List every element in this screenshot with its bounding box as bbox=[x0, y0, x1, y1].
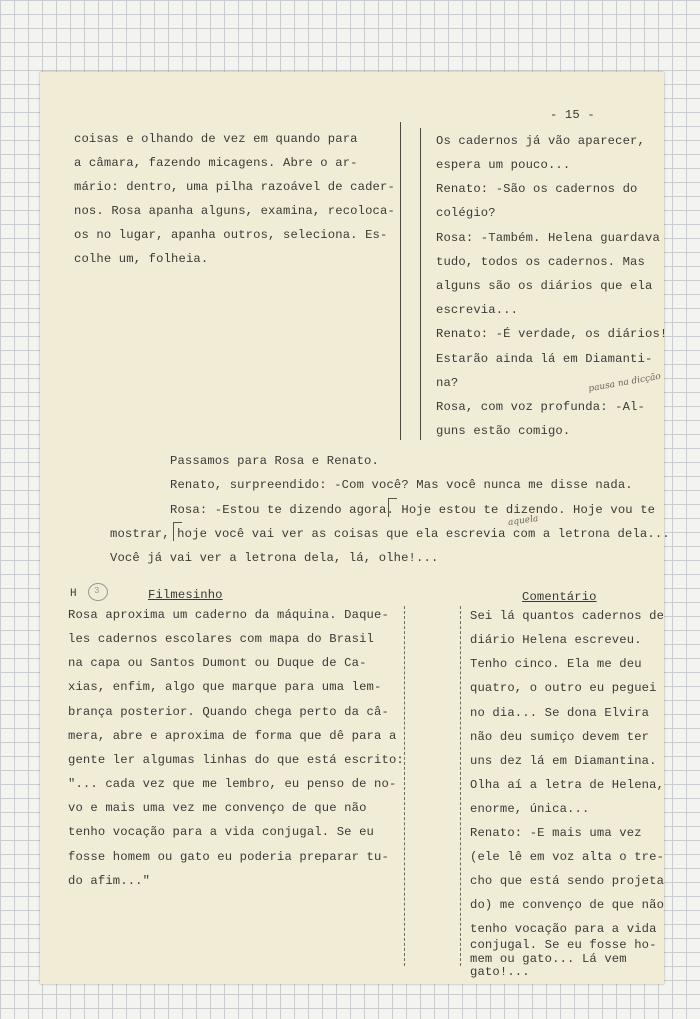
top-right-line: espera um pouco... bbox=[436, 158, 571, 172]
top-right-line: Rosa, com voz profunda: -Al- bbox=[436, 400, 645, 414]
top-right-line: Rosa: -Também. Helena guardava bbox=[436, 231, 660, 245]
bottom-left-line: vo e mais uma vez me convenço de que não bbox=[68, 801, 367, 815]
top-right-line: Os cadernos já vão aparecer, bbox=[436, 134, 645, 148]
bottom-left-line: brança posterior. Quando chega perto da câ- bbox=[68, 705, 389, 719]
top-left-line: a câmara, fazendo micagens. Abre o ar- bbox=[74, 156, 358, 170]
editing-bracket bbox=[173, 522, 182, 541]
page-number: - 15 - bbox=[550, 108, 595, 122]
bottom-left-line: xias, enfim, algo que marque para uma lem- bbox=[68, 680, 382, 694]
bottom-right-line: não deu sumiço devem ter bbox=[470, 730, 650, 744]
bottom-left-line: fosse homem ou gato eu poderia preparar tu- bbox=[68, 850, 389, 864]
bottom-right-line: enorme, única... bbox=[470, 802, 590, 816]
bottom-right-line: Olha aí a letra de Helena, bbox=[470, 778, 665, 792]
handwritten-note-top: pausa na dicção bbox=[587, 371, 662, 395]
bottom-right-line: Renato: -E mais uma vez bbox=[470, 826, 642, 840]
top-right-line: Renato: -São os cadernos do bbox=[436, 182, 638, 196]
top-left-line: os no lugar, apanha outros, seleciona. Es- bbox=[74, 228, 388, 242]
top-right-line: alguns são os diários que ela bbox=[436, 279, 653, 293]
bottom-right-line: tenho vocação para a vida bbox=[470, 922, 657, 936]
bottom-left-line: gente ler algumas linhas do que está escrito: bbox=[68, 753, 404, 767]
bottom-right-line: cho que está sendo projeta bbox=[470, 874, 665, 888]
bottom-right-line: Sei lá quantos cadernos de bbox=[470, 609, 665, 623]
circled-number-text: 3 bbox=[94, 586, 100, 596]
middle-line: Passamos para Rosa e Renato. bbox=[170, 454, 379, 468]
top-right-line: guns estão comigo. bbox=[436, 424, 571, 438]
scene-marker: H bbox=[70, 588, 77, 600]
top-left-line: mário: dentro, uma pilha razoável de cader- bbox=[74, 180, 395, 194]
middle-line: Você já vai ver a letrona dela, lá, olhe!... bbox=[110, 551, 439, 565]
bottom-right-line: do) me convenço de que não bbox=[470, 898, 665, 912]
bottom-left-line: tenho vocação para a vida conjugal. Se eu bbox=[68, 825, 375, 839]
bottom-right-line: (ele lê em voz alta o tre- bbox=[470, 850, 665, 864]
bottom-left-line: "... cada vez que me lembro, eu penso de no- bbox=[68, 777, 397, 791]
bottom-left-line: do afim..." bbox=[68, 874, 151, 888]
middle-line: Rosa: -Estou te dizendo agora. Hoje estou te dizendo. Hoje vou te bbox=[170, 503, 656, 517]
bottom-left-line: les cadernos escolares com mapa do Brasil bbox=[68, 632, 375, 646]
bottom-right-line: conjugal. Se eu fosse ho- bbox=[470, 938, 657, 952]
top-right-line: escrevia... bbox=[436, 303, 519, 317]
bottom-right-line: no dia... Se dona Elvira bbox=[470, 706, 650, 720]
bottom-right-line: diário Helena escreveu. bbox=[470, 633, 642, 647]
top-left-line: colhe um, folheia. bbox=[74, 252, 209, 266]
bottom-left-line: na capa ou Santos Dumont ou Duque de Ca- bbox=[68, 656, 367, 670]
top-right-line: colégio? bbox=[436, 206, 496, 220]
column-divider-top-b bbox=[420, 128, 421, 440]
bottom-left-line: Rosa aproxima um caderno da máquina. Daque- bbox=[68, 608, 389, 622]
top-right-line: tudo, todos os cadernos. Mas bbox=[436, 255, 645, 269]
top-right-line: Renato: -É verdade, os diários! bbox=[436, 327, 668, 341]
top-left-line: coisas e olhando de vez em quando para bbox=[74, 132, 358, 146]
bottom-right-line: Tenho cinco. Ela me deu bbox=[470, 657, 642, 671]
column-divider-top-a bbox=[400, 122, 401, 440]
middle-line: Renato, surpreendido: -Com você? Mas você nunca me disse nada. bbox=[170, 478, 633, 492]
top-right-line: Estarão ainda lá em Diamanti- bbox=[436, 352, 653, 366]
typewritten-page bbox=[40, 72, 670, 984]
top-left-line: nos. Rosa apanha alguns, examina, recoloca- bbox=[74, 204, 395, 218]
bottom-left-line: mera, abre e aproxima de forma que dê para a bbox=[68, 729, 397, 743]
handwritten-note-middle: aquela bbox=[507, 513, 540, 529]
bottom-right-line: uns dez lá em Diamantina. bbox=[470, 754, 657, 768]
bottom-right-line: gato!... bbox=[470, 965, 530, 979]
right-heading: Comentário bbox=[522, 590, 597, 604]
column-divider-bottom-a bbox=[404, 606, 405, 966]
editing-bracket bbox=[388, 498, 397, 517]
column-divider-bottom-b bbox=[460, 606, 461, 966]
middle-line: mostrar, hoje você vai ver as coisas que ela escrevia com a letrona dela... bbox=[110, 527, 670, 541]
bottom-right-line: mem ou gato... Lá vem bbox=[470, 952, 627, 966]
bottom-right-line: quatro, o outro eu peguei bbox=[470, 681, 657, 695]
top-right-line: na? bbox=[436, 376, 459, 390]
left-heading: Filmesinho bbox=[148, 588, 223, 602]
